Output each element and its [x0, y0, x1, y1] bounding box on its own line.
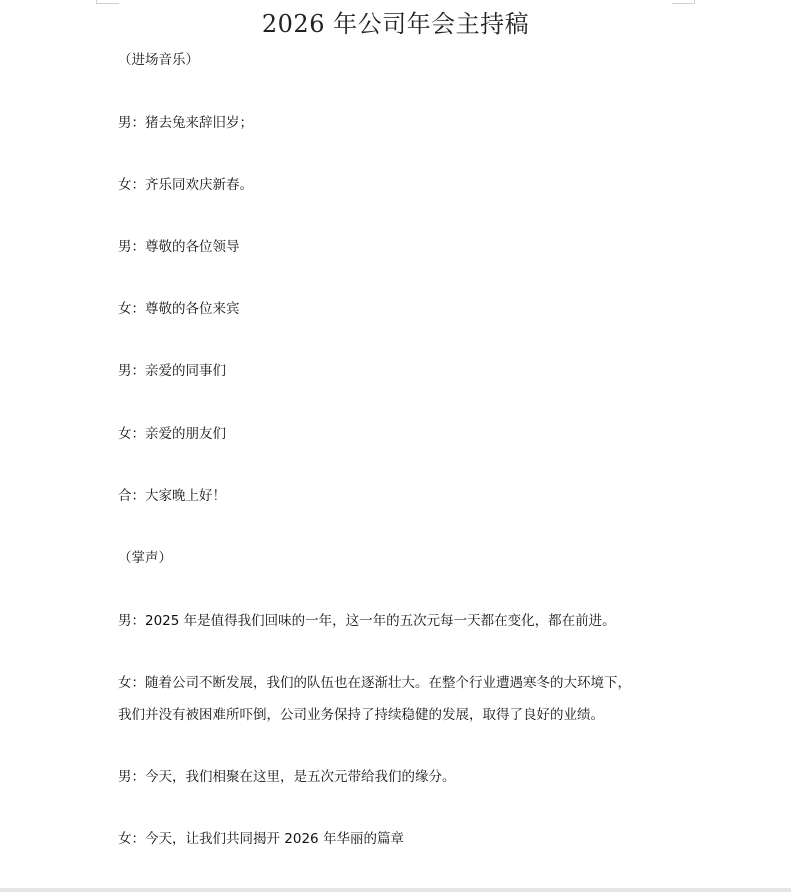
script-line-male-3: 男：亲爱的同事们 — [118, 363, 226, 379]
page-bottom-edge — [0, 888, 791, 892]
script-line-male-4: 男：2025 年是值得我们回味的一年，这一年的五次元每一天都在变化，都在前进。 — [118, 613, 616, 629]
script-line-female-3: 女：亲爱的朋友们 — [118, 426, 226, 442]
script-line-applause: （掌声） — [118, 550, 172, 566]
script-line-entrance-music: （进场音乐） — [118, 52, 199, 68]
margin-corner-mark-right — [672, 0, 695, 4]
script-line-female-1: 女：齐乐同欢庆新春。 — [118, 177, 253, 193]
script-line-together: 合：大家晚上好！ — [118, 488, 226, 504]
script-line-female-4: 女：随着公司不断发展，我们的队伍也在逐渐壮大。在整个行业遭遇寒冬的大环境下， — [118, 675, 631, 691]
script-line-male-1: 男：猪去兔来辞旧岁； — [118, 115, 253, 131]
script-line-male-5: 男：今天，我们相聚在这里，是五次元带给我们的缘分。 — [118, 769, 456, 785]
margin-corner-mark-left — [96, 0, 119, 4]
document-title: 2026 年公司年会主持稿 — [261, 10, 530, 38]
script-line-female-2: 女：尊敬的各位来宾 — [118, 301, 240, 317]
script-line-female-5: 女：今天，让我们共同揭开 2026 年华丽的篇章 — [118, 831, 404, 847]
script-line-female-4-continued: 我们并没有被困难所吓倒，公司业务保持了持续稳健的发展，取得了良好的业绩。 — [118, 707, 604, 723]
script-line-male-2: 男：尊敬的各位领导 — [118, 239, 240, 255]
